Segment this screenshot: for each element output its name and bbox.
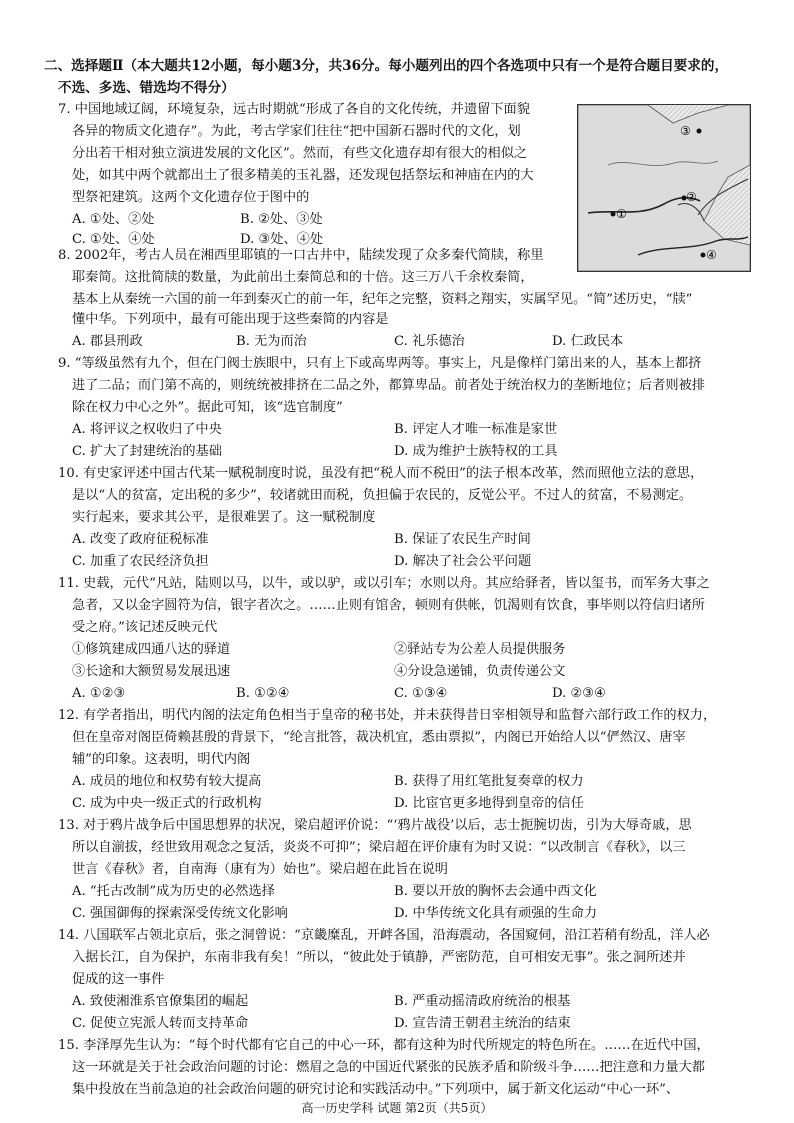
- q13-option: D. 中华传统文化具有顽强的生命力: [394, 906, 598, 921]
- q7-line: 7. 中国地域辽阔，环境复杂，远古时期就“形成了各自的文化传统，并遗留下面貌: [58, 102, 530, 117]
- q9-option: B. 评定人才唯一标准是家世: [394, 422, 558, 437]
- q13-option: A. “托古改制”成为历史的必然选择: [72, 884, 275, 899]
- section-header-line2: 不选、多选、错选均不得分）: [58, 80, 235, 96]
- q7-option: C. ①处、④处: [72, 232, 155, 247]
- q15-line: 集中投放在当前急迫的社会政治问题的研究讨论和实践活动中。”下列项中，属于新文化运动“中心一环”、: [72, 1082, 680, 1097]
- q12-option: B. 获得了用红笔批复奏章的权力: [394, 774, 584, 789]
- q7-line: 型祭祀建筑。这两个文化遗存位于图中的: [72, 190, 310, 205]
- q9-option: D. 成为维护士族特权的工具: [394, 444, 558, 459]
- q10-line: 10. 有史家评述中国古代某一赋税制度时说，虽没有把“税人而不税田”的法子根本改革，然而照他立法的意思，: [58, 466, 704, 481]
- q8-line: 基本上从秦统一六国的前一年到秦灭亡的前一年，纪年之完整，资料之翔实，实属罕见。“简”述历史，“牍”: [72, 292, 693, 307]
- q9-line: 进了二品；而门第不高的，则统统被排挤在二品之外，都算卑品。前者处于统治权力的垄断地位；后者则被排: [72, 378, 705, 393]
- q11-option: C. ①③④: [394, 686, 448, 701]
- q9-option: A. 将评议之权收归了中央: [72, 422, 222, 437]
- q9-line: 除在权力中心之外”。据此可知，该“选官制度”: [72, 400, 343, 415]
- q13-line: 世言《春秋》者，自南海（康有为）始也”。梁启超在此旨在说明: [72, 862, 448, 877]
- q13-option: C. 强国御侮的探索深受传统文化影响: [72, 906, 288, 921]
- section-header-line1: 二、选择题Ⅱ（本大题共12小题，每小题3分，共36分。每小题列出的四个各选项中只有一个是符合题目要求的，: [44, 58, 729, 74]
- q14-line: 入据长江，自为保护，东南非我有矣！”所以，“彼此处于镇静，严密防范，自可相安无事”。张之洞所述并: [72, 950, 686, 965]
- q11-option: A. ①②③: [72, 686, 126, 701]
- page-footer: 高一历史学科 试题 第2页（共5页）: [301, 1101, 493, 1115]
- q7-option: A. ①处、②处: [72, 212, 155, 227]
- q12-option: A. 成员的地位和权势有较大提高: [72, 774, 262, 789]
- map-label-1: ①: [616, 207, 627, 221]
- q7-option: D. ③处、④处: [240, 232, 324, 247]
- q9-line: 9. “等级虽然有九个，但在门阀士族眼中，只有上下或高卑两等。事实上，凡是像样门第出来的人，基本上都挤: [58, 356, 702, 371]
- q9-option: C. 扩大了封建统治的基础: [72, 444, 222, 459]
- q10-option: B. 保证了农民生产时间: [394, 532, 531, 547]
- q11-item: ③长途和大额贸易发展迅速: [72, 664, 231, 679]
- map-site-marker: [701, 253, 706, 258]
- q10-option: D. 解决了社会公平问题: [394, 554, 532, 569]
- q7-line: 各异的物质文化遗存”。为此，考古学家们往往“把中国新石器时代的文化，划: [72, 124, 521, 139]
- map-graphic: [578, 105, 750, 271]
- q13-line: 13. 对于鸦片战争后中国思想界的状况，梁启超评价说：“‘鸦片战役’以后，志士扼腕切齿，引为大辱奇戚，思: [58, 818, 692, 833]
- q10-option: A. 改变了政府征税标准: [72, 532, 209, 547]
- q11-option: D. ②③④: [552, 686, 606, 701]
- q12-line: 但在皇帝对阁臣倚赖甚殷的背景下，“纶言批答，裁决机宜，悉由票拟”，内阁已开始给人以“俨然汉、唐宰: [72, 730, 686, 745]
- q13-option: B. 要以开放的胸怀去会通中西文化: [394, 884, 597, 899]
- q12-option: C. 成为中央一级正式的行政机构: [72, 796, 262, 811]
- q7-line: 分出若干相对独立演进发展的文化区”。然而，有些文化遗存却有很大的相似之: [72, 146, 528, 161]
- map-site-marker: [697, 129, 702, 134]
- q14-line: 14. 八国联军占领北京后，张之洞曾说：“京畿糜乱，开衅各国，沿海震动，各国窥伺，沿江若稍有纷乱，洋人必: [58, 928, 710, 943]
- q10-line: 是以“人的贫富，定出税的多少”，较诸就田而税，负担偏于农民的，反觉公平。不过人的贫富，不易测定。: [72, 488, 693, 503]
- q14-option: C. 促使立宪派人转而支持革命: [72, 1016, 249, 1031]
- map-site-marker: [611, 212, 616, 217]
- q10-line: 实行起来，要求其公平，是很难罢了。这一赋税制度: [72, 510, 376, 525]
- q14-option: A. 致使湘淮系官僚集团的崛起: [72, 994, 249, 1009]
- q8-line: 8. 2002年，考古人员在湘西里耶镇的一口古井中，陆续发现了众多秦代简牍，称里: [58, 248, 544, 263]
- q7-option: B. ②处、③处: [240, 212, 323, 227]
- q11-line: 11. 史载，元代“凡站，陆则以马，以牛，或以驴，或以引车；水则以舟。其应给驿者，皆以玺书，而军务大事之: [58, 576, 710, 591]
- q12-line: 辅”的印象。这表明，明代内阁: [72, 752, 251, 767]
- china-map-figure: [577, 104, 751, 272]
- q8-line: 耶秦简。这批简牍的数量，为此前出土秦简总和的十倍。这三万八千余枚秦简，: [72, 270, 534, 285]
- map-label-2: ②: [686, 190, 697, 204]
- q11-item: ②驿站专为公差人员提供服务: [394, 642, 566, 657]
- q14-line: 促成的这一事件: [72, 972, 165, 987]
- q10-option: C. 加重了农民经济负担: [72, 554, 209, 569]
- q14-option: D. 宣告清王朝君主统治的结束: [394, 1016, 571, 1031]
- q11-item: ④分设急递铺，负责传递公文: [394, 664, 566, 679]
- q15-line: 15. 李泽厚先生认为：“每个时代都有它自己的中心一环，都有这种为时代所规定的特色所在。……在近代中国，: [58, 1038, 710, 1053]
- q8-option: A. 郡县刑政: [72, 334, 143, 349]
- q11-line: 受之府。”该记述反映元代: [72, 620, 218, 635]
- q13-line: 所以自湔拔，经世致用观念之复活，炎炎不可抑”；梁启超在评价康有为时又说：“以改制言《春秋》，以三: [72, 840, 686, 855]
- q11-line: 急者，又以金字圆符为信，银字者次之。……止则有馆舍，顿则有供帐，饥渴则有饮食，事毕则以符信归诸所: [72, 598, 705, 613]
- q7-line: 处，如其中两个就都出土了很多精美的玉礼器，还发现包括祭坛和神庙在内的大: [72, 168, 534, 183]
- q8-option: D. 仁政民本: [552, 334, 624, 349]
- q12-option: D. 比宦官更多地得到皇帝的信任: [394, 796, 584, 811]
- q15-line: 这一环就是关于社会政治问题的讨论：燃眉之急的中国近代紧张的民族矛盾和阶级斗争……把注意和力量大都: [72, 1060, 705, 1075]
- q14-option: B. 严重动摇清政府统治的根基: [394, 994, 571, 1009]
- q11-item: ①修筑建成四通八达的驿道: [72, 642, 231, 657]
- q8-option: B. 无为而治: [236, 334, 307, 349]
- q8-line: 懂中华。下列项中，最有可能出现于这些秦简的内容是: [72, 312, 389, 327]
- map-label-4: ④: [706, 248, 717, 262]
- q11-option: B. ①②④: [236, 686, 290, 701]
- q8-option: C. 礼乐德治: [394, 334, 465, 349]
- q12-line: 12. 有学者指出，明代内阁的法定角色相当于皇帝的秘书处，并未获得昔日宰相领导和监督六部行政工作的权力，: [58, 708, 717, 723]
- map-label-3: ③: [680, 124, 691, 138]
